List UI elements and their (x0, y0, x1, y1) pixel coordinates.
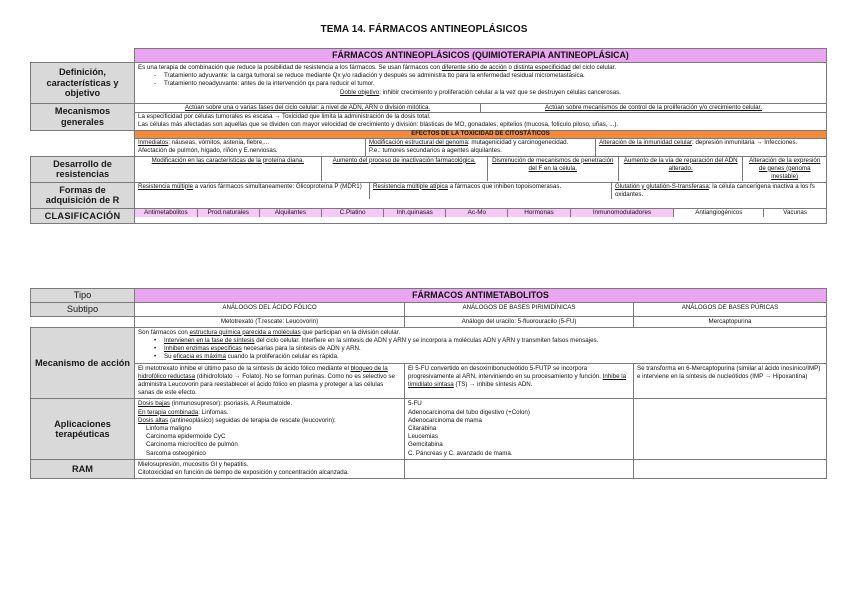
toxicity-block (135, 130, 827, 156)
moa-metotrexato: El metotrexato inhibe el último paso de la síntesis de ácido fólico mediante el bloqueo de la hidrofólico reductasa (dihidrofolato → Folato). No se forman purinas. Como no es selectivo se administra Leucovorin para reestablecer el ácido fólico en plasma y proteger a las células sanas de este efecto. (135, 363, 405, 399)
list-item: - Tratamiento adyuvante: la carga tumoral se reduce mediante Qx y/o radiación y después se administra tto para la enfermedad residual micrometastásica. (164, 72, 823, 80)
acquisition-multiple: Resistencia múltiple a varios fármacos simultaneamente: Glicoproteína P (MDR1) (135, 183, 370, 199)
list-item: Adenocarcinoma del tubo digestivo (+Colon) (408, 408, 530, 416)
resistance-item: Alteración de la expresión de genes (genoma inestable) (749, 156, 821, 180)
toxicity-genome: Modificación estructural del genoma: mutagenicidad y carcinogenecidad. P.e.: tumores secundarios a agentes alquilantes. (365, 139, 595, 156)
class-vacunas: Vacunas (783, 208, 807, 216)
definition-text: Es una terapia de combinación que reduce la posibilidad de resistencia a los fármacos. Se usan fármacos con diferente sitio de acción o distinta especificidad del ciclo celular. (138, 64, 617, 71)
tipo-value: FÁRMACOS ANTIMETABOLITOS (135, 289, 827, 303)
moa-5fu: El 5-FU convertido en desoxirribonucleótido 5-FUTP se incorpora progresivamente al ARN, interviniendo en su procesamiento y función. Inhibe la timidilato sintasa (TS) → inhibe síntesis ADN. (405, 363, 634, 399)
treatment-list (138, 72, 823, 88)
subtipo-label: Subtipo (31, 303, 135, 317)
resistance-cell (135, 156, 827, 182)
classification-list (135, 209, 826, 217)
list-item: - Tratamiento neoadyuvante: antes de la intervención qx para reducir el tumor. (164, 80, 823, 88)
resistance-item: Aumento de la vía de reparación del ADN alterado. (618, 157, 742, 182)
ram-mercaptopurina (634, 459, 827, 478)
classification-label: CLASIFICACIÓN (31, 208, 135, 224)
class-inmunomoduladores: Inmunomoduladores (570, 209, 674, 217)
moa-list (138, 337, 823, 362)
mechanisms-label: Mecanismos generales (31, 104, 135, 131)
classification-cell (135, 208, 827, 224)
applications-5fu (405, 399, 634, 459)
list-item: C. Páncreas y C. avanzado de mama. (408, 449, 513, 457)
class-hormonas: Hormonas (508, 209, 570, 217)
moa-general: Son fármacos con estructura química parecida a moléculas que participan en la división celular. • Intervienen en la fase de síntesis del ciclo celular. Interfiere en la síntesis de ADN y ARN y se incorpora a moléculas ADN y ARN y transmiten falsos mensajes. • Inhiben enzimas específicas necesarias para la síntesis de ADN y ARN. • Su eficacia es máxima cuando la proliferación celular es rápida. (135, 327, 827, 363)
list-item: Carcinoma epidermoide CyC (146, 433, 226, 441)
acquisition-atypical: Resistencia múltiple atípica a fármacos que inhiben topoisomerasas. (370, 183, 612, 199)
mechanism-line-1: La especificidad por células tumorales es escasa → Toxicidad que limita la administración de la dosis total. (138, 113, 431, 121)
list-item: • Su eficacia es máxima cuando la proliferación celular es rápida. (164, 353, 823, 361)
mechanism-line-2: Las células más afectadas son aquellas que se dividen con mayor velocidad de crecimiento y división: blásticas de MO, gonadales, epitelios (mucosa, folículo piloso, uñas, ...). (138, 121, 619, 129)
ram-metotrexato: Mielosupresión, mucositis GI y hepatitis. Citotoxicidad en función de tiempo de exposición y concentración alcanzada. (135, 459, 405, 478)
list-item: Citarabina (408, 424, 437, 432)
list-item: Gemcitabina (408, 441, 443, 449)
toxicity-immediate: Inmediatos: náuseas, vómitos, astenia, fiebre,... Afectación de pulmón, hígado, riñón y E.nerviosas. (135, 139, 365, 156)
definition-cell (135, 63, 827, 104)
ram-label: RAM (31, 459, 135, 478)
mechanism-proliferation-control: Actúan sobre mecanismos de control de la proliferación y/o crecimiento celular. (481, 104, 827, 113)
class-inhibidores-quinasas: Inh.quinasas (384, 209, 446, 217)
table1-header: FÁRMACOS ANTINEOPLÁSICOS (QUIMIOTERAPIA ANTINEOPLÁSICA) (135, 49, 827, 63)
ram-5fu (405, 459, 634, 478)
acquisition-cell (135, 182, 827, 208)
antimetabolites-table (30, 288, 827, 479)
list-item: • Intervienen en la fase de síntesis del ciclo celular. Interfiere en la síntesis de ADN y ARN y se incorpora a moléculas ADN y ARN y transmiten falsos mensajes. (164, 337, 823, 345)
class-anticuerpos-monoclonales: Ac-Mo (446, 209, 508, 217)
resistance-item: Disminución de mecanismos de penetración del F en la célula. (487, 157, 618, 182)
drug-metotrexato: Metotrexato (T.rescate: Leucovorin) (135, 316, 405, 327)
definition-label: Definición, características y objetivo (31, 63, 135, 104)
applications-mercaptopurina (634, 399, 827, 459)
resistance-label: Desarrollo de resistencias (31, 156, 135, 182)
mechanisms-split (135, 104, 826, 113)
applications-label: Aplicaciones terapéuticas (31, 399, 135, 459)
moa-label: Mecanismo de acción (31, 327, 135, 399)
applications-metotrexato: Dosis bajas (inmunosupresor): psoriasis, A.Reumatoide. En terapia combinada: Linfomas. Dosis altas (antineoplásico) seguidas de terapia de rescate (leucovorin): Linfoma maligno Carcinoma epidermoide CyC Carcinoma microcítico de pulmón Sarcoma osteogénico (135, 399, 405, 459)
subtype-pyrimidine: ANÁLOGOS DE BASES PIRIMIDÍNICAS (405, 303, 634, 317)
list-item: • Inhiben enzimas específicas necesarias para la síntesis de ADN y ARN. (164, 345, 823, 353)
subtype-purine: ANÁLOGOS DE BASES PÚRICAS (634, 303, 827, 317)
list-item: Leucemias (408, 433, 438, 441)
tipo-label: Tipo (31, 289, 135, 303)
list-item: Sarcoma osteogénico (146, 449, 206, 457)
toxicity-effects (135, 138, 826, 155)
class-antiangiogenicos: Antiangiogénicos (674, 209, 764, 217)
resistance-item: Aumento del proceso de inactivación farmacológica. (321, 157, 487, 182)
class-antimetabolitos: Antimetabolitos (135, 209, 197, 217)
acquisition-glutathione: Glutatión y glutatión-S-transferasa: la célula cancerígena inactiva a los fs oxidantes. (614, 182, 815, 198)
class-alquilantes: Alquilantes (259, 209, 321, 217)
acquisition-label: Formas de adquisición de R (31, 182, 135, 208)
double-objective: Doble objetivo: inhibir crecimiento y proliferación celular a la vez que se destruyen células cancerosas. (340, 88, 621, 96)
page-title: TEMA 14. FÁRMACOS ANTINEOPLÁSICOS (320, 24, 528, 35)
drug-mercaptopurina: Mercaptopurina (634, 316, 827, 327)
list-item: Adenocarcinoma de mama (408, 416, 482, 424)
toxicity-header: EFECTOS DE LA TOXICIDAD DE CITOSTÁTICOS (135, 131, 826, 139)
drug-5fu: Análogo del uracilo: 5-fluorouracilo (5-FU) (405, 316, 634, 327)
acquisition-forms (135, 183, 826, 199)
toxicity-immunity: Alteración de la inmunidad celular: depresión inmunitaria → Infecciones. (596, 139, 826, 156)
resistance-item: Modificación en las características de la proteína diana. (135, 157, 321, 182)
mechanism-cell-cycle: Actúan sobre una o varias fases del ciclo celular: a nivel de ADN, ARN o división mitótica. (135, 104, 481, 113)
list-item: Carcinoma microcítico de pulmón (146, 441, 238, 449)
moa-mercaptopurina: Se transforma en 6-Mercaptopurina (similar al ácido inosínico/IMP) e interviene en la síntesis de nucleótidos (IMP → Hipoxantina) (634, 363, 827, 399)
class-platino: C.Platino (321, 209, 383, 217)
mechanisms-cell (135, 104, 827, 131)
antineoplastic-overview-table (30, 48, 827, 224)
list-item: Linfoma maligno (146, 424, 192, 432)
resistance-mechanisms (135, 157, 826, 182)
list-item: 5-FU (408, 400, 422, 408)
class-productos-naturales: Prod.naturales (197, 209, 259, 217)
subtype-folic: ANÁLOGOS DEL ÁCIDO FÓLICO (135, 303, 405, 317)
